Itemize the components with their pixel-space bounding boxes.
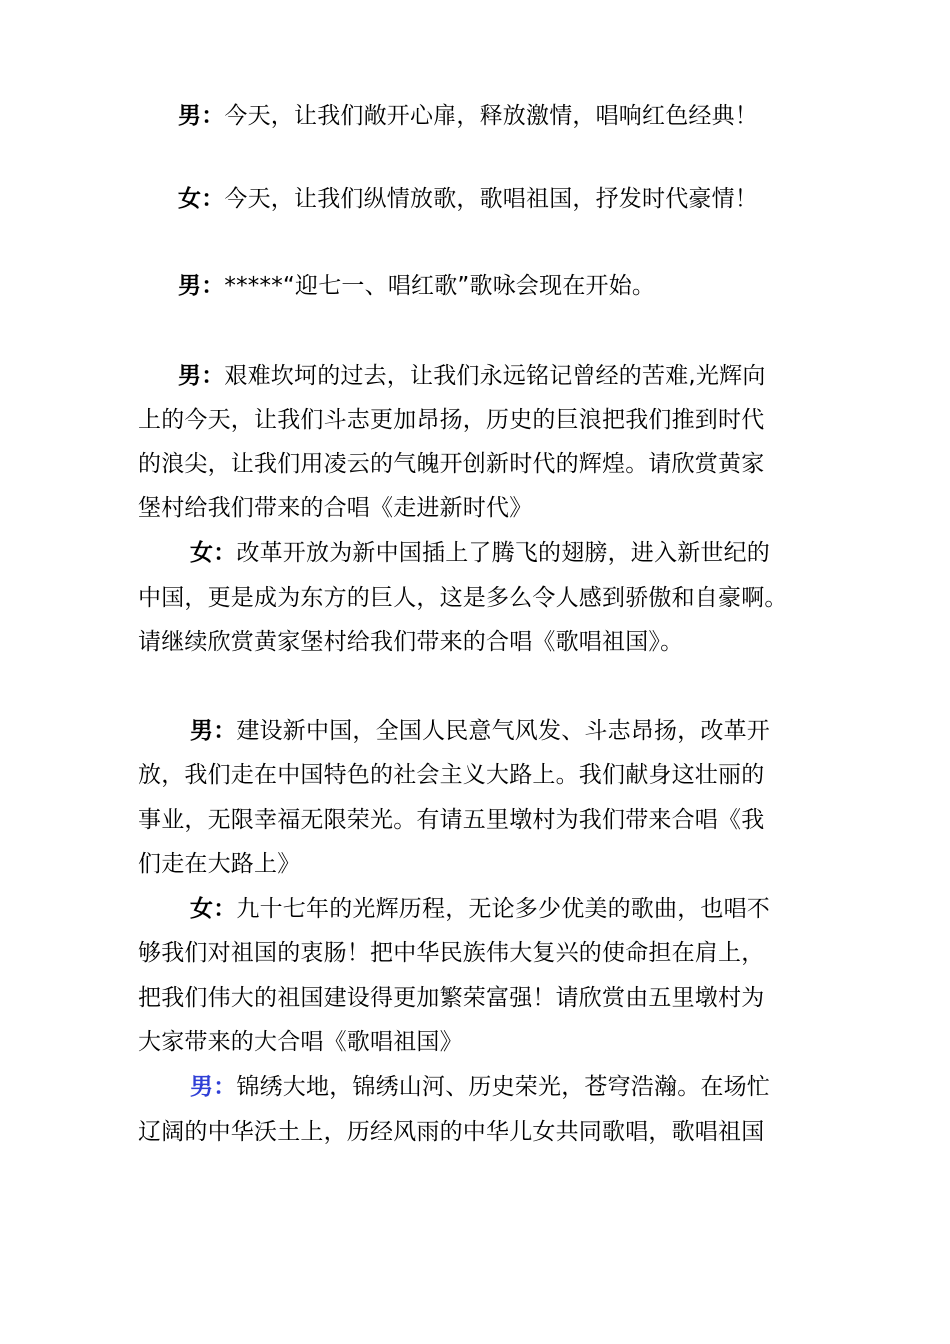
paragraph-4-line-1	[178, 361, 766, 391]
paragraph-5-line-1	[190, 538, 770, 568]
dialogue-text: 建设新中国，全国人民意气风发、斗志昂扬，改革开	[236, 718, 771, 744]
paragraph-4-line-4: 堡村给我们带来的合唱《走进新时代》	[138, 495, 533, 521]
speaker-label: 女：	[190, 896, 237, 922]
speaker-label: 男：	[190, 718, 237, 744]
paragraph-6-line-1	[190, 716, 770, 746]
paragraph-8-line-2: 辽阔的中华沃土上，历经风雨的中华儿女共同歌唱，歌唱祖国	[138, 1119, 765, 1145]
speaker-label: 男：	[178, 273, 225, 299]
paragraph-7-line-4: 大家带来的大合唱《歌唱祖国》	[138, 1029, 463, 1055]
dialogue-text: 锦绣大地，锦绣山河、历史荣光，苍穹浩瀚。在场忙	[236, 1074, 771, 1100]
speaker-label-highlighted: 男：	[190, 1074, 237, 1100]
dialogue-text: *****“迎七一、唱红歌”歌咏会现在开始。	[224, 273, 656, 299]
paragraph-1-line-1	[178, 101, 758, 131]
paragraph-3-line-1	[178, 271, 655, 301]
dialogue-text: 今天，让我们敞开心扉，释放激情，唱响红色经典！	[224, 103, 759, 129]
speaker-label: 男：	[178, 103, 225, 129]
dialogue-text: 今天，让我们纵情放歌，歌唱祖国，抒发时代豪情！	[224, 186, 759, 212]
paragraph-5-line-2: 中国，更是成为东方的巨人，这是多么令人感到骄傲和自豪啊。	[138, 585, 788, 611]
paragraph-7-line-3: 把我们伟大的祖国建设得更加繁荣富强！请欣赏由五里墩村为	[138, 985, 765, 1011]
paragraph-5-line-3: 请继续欣赏黄家堡村给我们带来的合唱《歌唱祖国》。	[138, 629, 684, 655]
paragraph-4-line-2: 上的今天，让我们斗志更加昂扬，历史的巨浪把我们推到时代	[138, 407, 765, 433]
paragraph-8-line-1	[190, 1072, 770, 1102]
dialogue-text: 九十七年的光辉历程，无论多少优美的歌曲，也唱不	[236, 896, 771, 922]
paragraph-7-line-1	[190, 894, 770, 924]
paragraph-6-line-3: 事业，无限幸福无限荣光。有请五里墩村为我们带来合唱《我	[138, 807, 765, 833]
paragraph-6-line-4: 们走在大路上》	[138, 851, 301, 877]
paragraph-7-line-2: 够我们对祖国的衷肠！把中华民族伟大复兴的使命担在肩上，	[138, 940, 765, 966]
speaker-label: 女：	[178, 186, 225, 212]
speaker-label: 女：	[190, 540, 237, 566]
paragraph-4-line-3: 的浪尖，让我们用凌云的气魄开创新时代的辉煌。请欣赏黄家	[138, 451, 765, 477]
speaker-label: 男：	[178, 363, 225, 389]
dialogue-text: 艰难坎坷的过去，让我们永远铭记曾经的苦难,光辉向	[224, 363, 766, 389]
paragraph-6-line-2: 放，我们走在中国特色的社会主义大路上。我们献身这壮丽的	[138, 762, 765, 788]
paragraph-2-line-1	[178, 184, 758, 214]
dialogue-text: 改革开放为新中国插上了腾飞的翅膀，进入新世纪的	[236, 540, 771, 566]
